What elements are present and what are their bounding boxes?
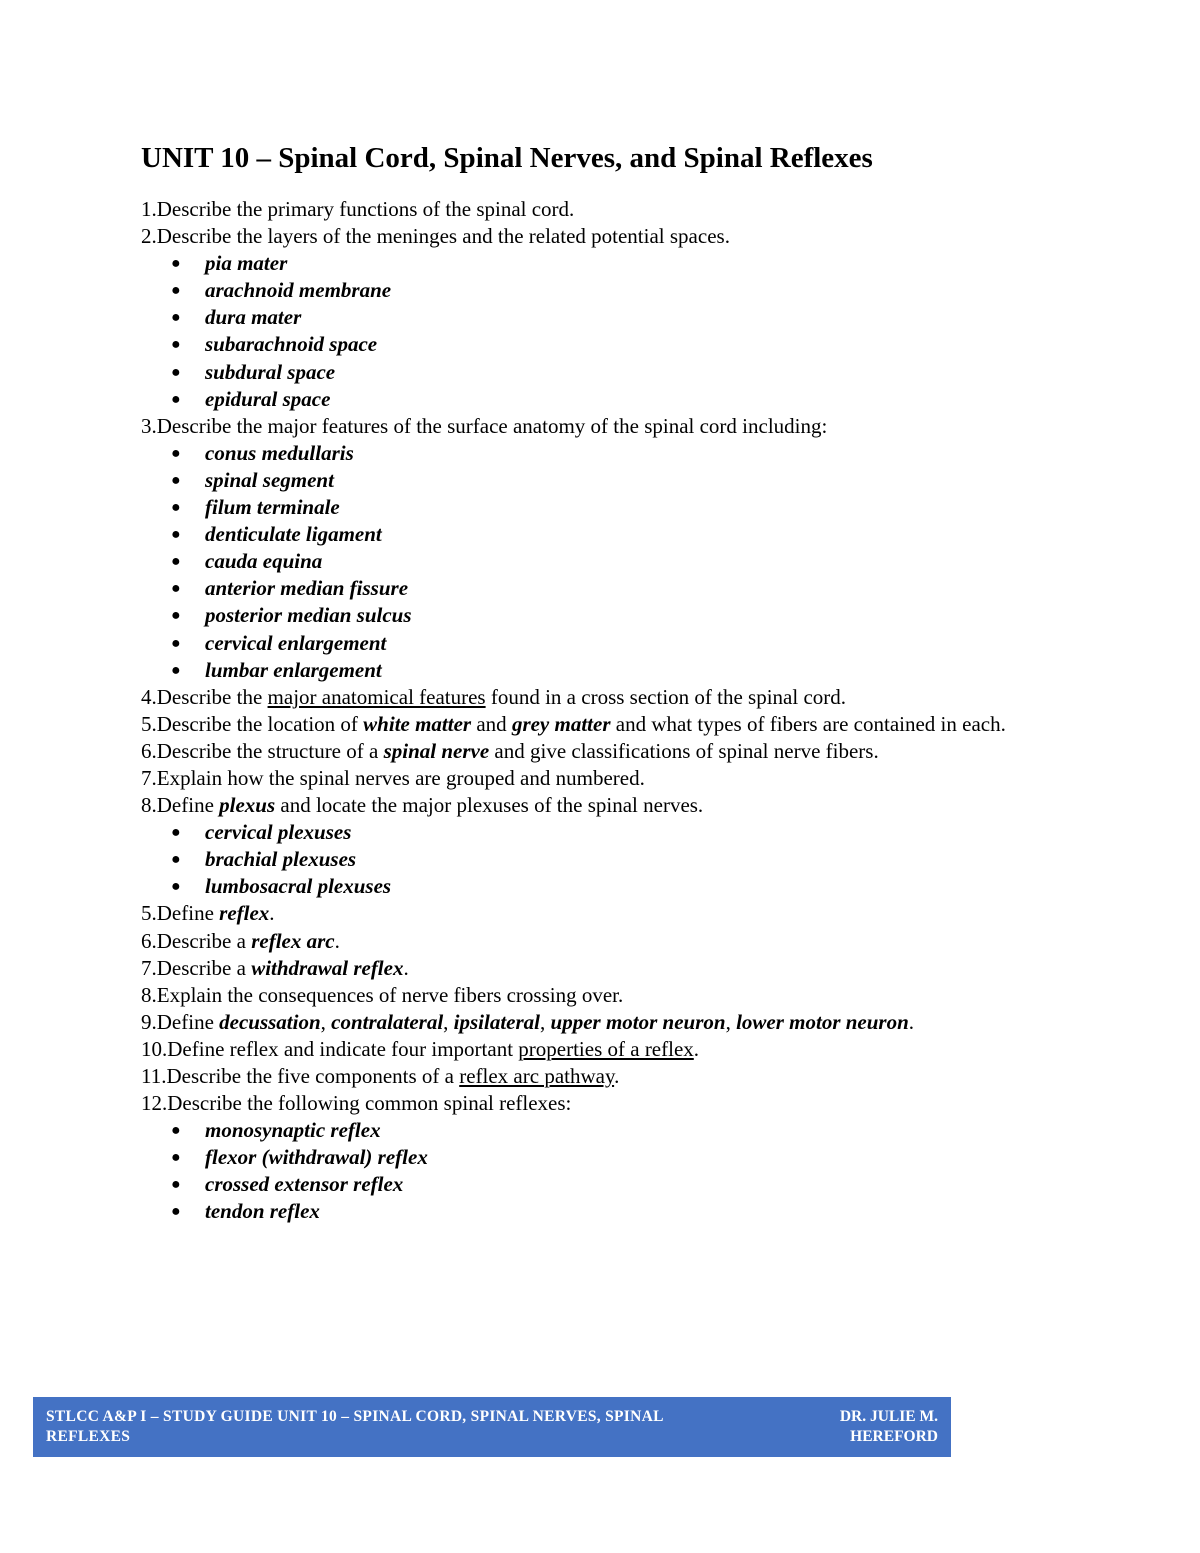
page-title: UNIT 10 – Spinal Cord, Spinal Nerves, and Spinal Reflexes [141,142,873,174]
bullet-term: filum terminale [205,495,340,520]
bullet-icon: ● [171,390,181,408]
objective-text [157,1009,1081,1036]
objective-item [141,792,1081,819]
bullet-icon: ● [171,1176,181,1194]
term-bullet-item [141,657,1081,684]
term-bullet-item [141,602,1081,629]
term-bullet-item [141,1144,1081,1171]
term-bullet-item [141,548,1081,575]
underlined-phrase: major anatomical features [267,684,486,709]
term-bullet-item [141,467,1081,494]
term-bullet-item [141,304,1081,331]
objective-number: 3. [141,413,157,438]
objective-text [157,684,1081,711]
key-term: decussation [219,1009,321,1034]
objective-item [141,1090,1081,1117]
objective-item [141,955,1081,982]
bullet-term: tendon reflex [205,1199,320,1224]
bullet-term: anterior median fissure [205,576,409,601]
objective-text [157,223,1081,250]
bullet-term: denticulate ligament [205,522,382,547]
key-term: spinal nerve [383,738,490,763]
text-run: Describe the five components of a [166,1064,460,1088]
objective-number: 8. [141,793,157,818]
bullet-term: cauda equina [205,549,323,574]
objective-text [166,1063,1081,1090]
text-run: . [693,1036,700,1061]
bullet-icon: ● [171,661,181,679]
bullet-term: cervical enlargement [205,630,387,655]
text-run: . [908,1009,915,1034]
text-run: and locate the major plexuses of the spinal nerves. [275,793,704,818]
objective-item [141,413,1081,440]
bullet-icon: ● [171,526,181,544]
objective-item [141,1036,1081,1063]
key-term: plexus [219,793,276,818]
bullet-icon: ● [171,309,181,327]
footer-course-title: STLCC A&P I – STUDY GUIDE UNIT 10 – SPINAL CORD, SPINAL NERVES, SPINAL REFLEXES [46,1408,663,1445]
bullet-icon: ● [171,1122,181,1140]
text-run: Describe the following common spinal reflexes: [167,1091,572,1116]
bullet-icon: ● [171,851,181,869]
objective-text [157,982,1081,1009]
bullet-term: lumbar enlargement [205,657,382,682]
bullet-term: spinal segment [205,467,334,492]
objective-item [141,982,1081,1009]
footer-author-name: DR. JULIE M. HEREFORD [839,1408,938,1445]
bullet-term: lumbosacral plexuses [205,874,392,899]
objective-number: 11. [141,1064,167,1088]
bullet-term: epidural space [205,386,331,411]
text-run: , [320,1009,332,1034]
objective-number: 9. [141,1009,157,1034]
objective-text [157,792,1081,819]
objective-item [141,1063,1081,1090]
objective-number: 5. [141,711,157,736]
term-bullet-item [141,1198,1081,1225]
bullet-term: dura mater [205,305,302,330]
objective-text [157,196,1081,223]
text-run: found in a cross section of the spinal cord. [485,684,847,709]
term-bullet-item [141,331,1081,358]
text-run: Describe a [156,955,252,980]
bullet-term: posterior median sulcus [205,603,412,628]
text-run: . [614,1064,620,1088]
objective-item [141,900,1081,927]
bullet-icon: ● [171,282,181,300]
term-bullet-item [141,386,1081,413]
text-run: . [334,928,340,953]
text-run: Explain how the spinal nerves are grouped and numbered. [156,765,645,790]
text-run: Describe the structure of a [156,738,384,763]
objective-number: 5. [141,901,157,926]
objective-item [141,738,1081,765]
term-bullet-item [141,494,1081,521]
text-run: Describe the major features of the surface anatomy of the spinal cord including: [156,413,828,438]
text-run: Describe the layers of the meninges and the related potential spaces. [156,224,730,249]
objective-item [141,684,1081,711]
text-run: , [443,1009,454,1034]
bullet-term: arachnoid membrane [205,278,392,303]
bullet-icon: ● [171,499,181,517]
objective-number: 7. [141,765,157,790]
text-run: and [471,711,512,736]
objective-item [141,196,1081,223]
key-term: reflex arc [251,928,335,953]
objective-text [167,1036,1081,1063]
text-run: Define [156,1009,220,1034]
text-run: Define [156,793,220,818]
bullet-icon: ● [171,363,181,381]
bullet-term: crossed extensor reflex [205,1172,404,1197]
objective-number: 6. [141,928,157,953]
bullet-icon: ● [171,580,181,598]
key-term: white matter [363,711,472,736]
key-term: reflex [219,901,270,926]
objective-text [157,900,1081,927]
bullet-icon: ● [171,336,181,354]
bullet-icon: ● [171,553,181,571]
term-bullet-item [141,846,1081,873]
text-run: Describe the [156,684,268,709]
objective-text [157,413,1081,440]
bullet-term: cervical plexuses [205,820,352,845]
objective-item [141,223,1081,250]
bullet-term: conus medullaris [205,440,354,465]
objective-item [141,928,1081,955]
text-run: Define [156,901,220,926]
objective-text [157,928,1081,955]
objective-text [157,955,1081,982]
text-run: and give classifications of spinal nerve fibers. [489,738,879,763]
objective-number: 12. [141,1091,168,1116]
key-term: ipsilateral [453,1009,541,1034]
text-run: . [403,955,409,980]
bullet-term: flexor (withdrawal) reflex [205,1145,428,1170]
term-bullet-item [141,359,1081,386]
footer-author [808,1407,938,1447]
objective-number: 4. [141,684,157,709]
bullet-icon: ● [171,878,181,896]
term-bullet-item [141,1171,1081,1198]
text-run: and what types of fibers are contained in each. [610,711,1006,736]
objective-item [141,1009,1081,1036]
text-run: Describe a [156,928,252,953]
objective-item [141,765,1081,792]
objective-number: 6. [141,738,157,763]
key-term: upper motor neuron [550,1009,726,1034]
underlined-phrase: reflex arc pathway [459,1064,615,1088]
bullet-icon: ● [171,255,181,273]
text-run: Describe the primary functions of the spinal cord. [156,197,575,221]
term-bullet-item [141,575,1081,602]
objective-text [157,738,1081,765]
term-bullet-item [141,630,1081,657]
key-term: lower motor neuron [736,1009,909,1034]
objective-number: 1. [141,197,157,221]
objective-number: 10. [141,1036,168,1061]
objective-text [167,1090,1081,1117]
term-bullet-item [141,277,1081,304]
objective-number: 2. [141,224,157,249]
objective-item [141,711,1081,738]
text-run: Define reflex and indicate four important [167,1036,519,1061]
term-bullet-item [141,873,1081,900]
bullet-icon: ● [171,471,181,489]
text-run: . [269,901,275,926]
text-run: Describe the location of [156,711,364,736]
objective-text [157,765,1081,792]
bullet-icon: ● [171,1203,181,1221]
bullet-term: brachial plexuses [205,847,357,872]
term-bullet-item [141,819,1081,846]
term-bullet-item [141,1117,1081,1144]
text-run: , [725,1009,737,1034]
key-term: grey matter [511,711,611,736]
key-term: withdrawal reflex [251,955,404,980]
bullet-term: subarachnoid space [205,332,378,357]
bullet-icon: ● [171,634,181,652]
bullet-term: pia mater [205,251,288,276]
page-footer [33,1397,951,1457]
objective-number: 8. [141,982,157,1007]
text-run: , [540,1009,551,1034]
bullet-term: subdural space [205,359,336,384]
bullet-icon: ● [171,444,181,462]
text-run: Explain the consequences of nerve fibers crossing over. [156,982,624,1007]
term-bullet-item [141,440,1081,467]
term-bullet-item [141,250,1081,277]
underlined-phrase: properties of a reflex [518,1036,694,1061]
bullet-icon: ● [171,824,181,842]
key-term: contralateral [331,1009,444,1034]
term-bullet-item [141,521,1081,548]
objective-number: 7. [141,955,157,980]
bullet-term: monosynaptic reflex [205,1118,381,1143]
objectives-list [141,196,1081,1226]
bullet-icon: ● [171,1149,181,1167]
bullet-icon: ● [171,607,181,625]
objective-text [157,711,1081,738]
